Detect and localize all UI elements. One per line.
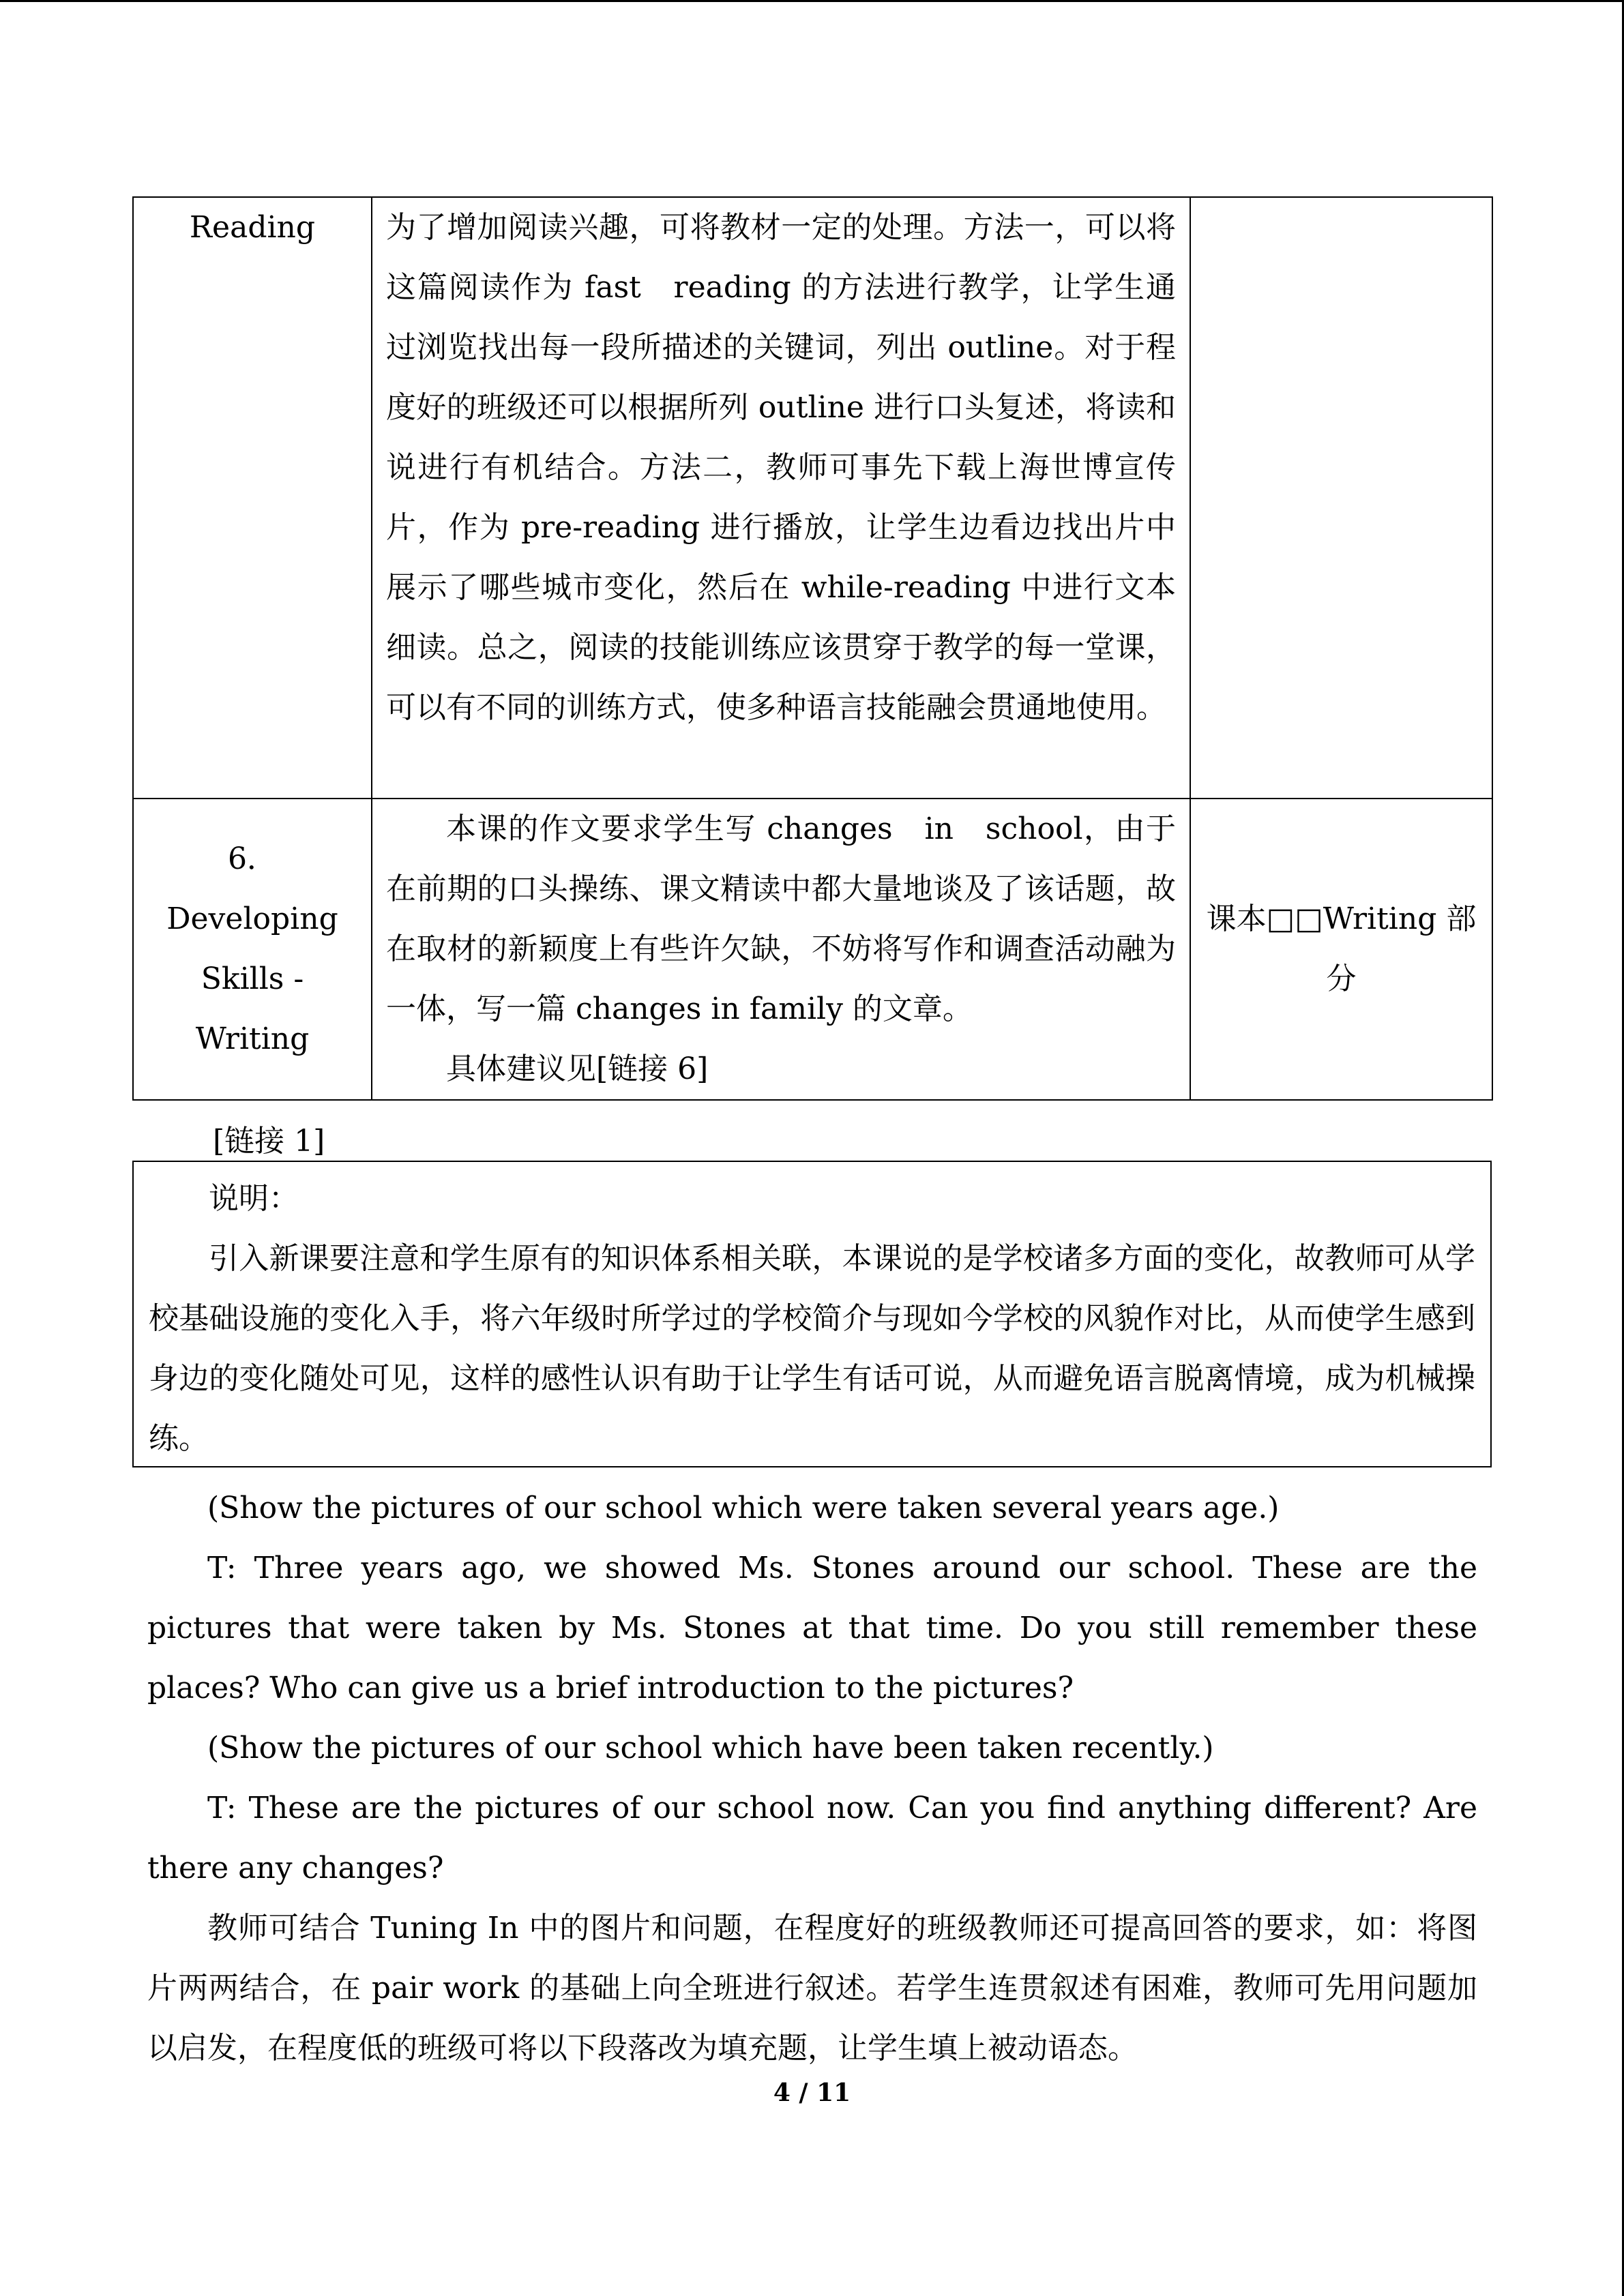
link-1-label: [链接 1]	[213, 1124, 325, 1159]
body-paragraph-5: 教师可结合 Tuning In 中的图片和问题，在程度好的班级教师还可提高回答的要求，如：将图片两两结合，在 pair work 的基础上向全班进行叙述。若学生连贯叙述有困难，教师可先用问题加以启发，在程度低的班级可将以下段落改为填充题，让学生填上被动语态。	[147, 1911, 1477, 2066]
page-number: 4 / 11	[773, 2078, 851, 2107]
body-paragraph-4: T: These are the pictures of our school now. Can you find anything different? Are there any changes?	[147, 1791, 1477, 1885]
writing-resource: 课本□□Writing 部分	[1190, 799, 1492, 1100]
writing-link-ref: 具体建议见[链接 6]	[446, 1052, 709, 1086]
reading-resource	[1190, 197, 1492, 799]
body-paragraph-3: (Show the pictures of our school which have been taken recently.)	[207, 1731, 1214, 1765]
explanation-box	[132, 1161, 1492, 1467]
writing-suggestion-cell	[372, 799, 1190, 1100]
row-label-writing: 6．Developing Skills - Writing	[133, 799, 372, 1100]
body-paragraph-1: (Show the pictures of our school which were taken several years age.)	[207, 1491, 1280, 1525]
table-row	[133, 197, 1492, 799]
page-top-border	[0, 0, 1624, 2]
lesson-plan-table	[132, 196, 1493, 1101]
reading-suggestion-text: 为了增加阅读兴趣，可将教材一定的处理。方法一，可以将这篇阅读作为 fast reading 的方法进行教学，让学生通过浏览找出每一段所描述的关键词，列出 outline。对于程度好的班级还可以根据所列 outline 进行口头复述，将读和说进行有机结合。方法二，教师可事先下载上海世博宣传片，作为 pre-reading 进行播放，让学生边看边找出片中展示了哪些城市变化，然后在 while-reading 中进行文本细读。总之，阅读的技能训练应该贯穿于教学的每一堂课，可以有不同的训练方式，使多种语言技能融会贯通地使用。	[372, 197, 1190, 799]
writing-suggestion-text: 本课的作文要求学生写 changes in school，由于在前期的口头操练、课文精读中都大量地谈及了该话题，故在取材的新颖度上有些许欠缺，不妨将写作和调查活动融为一体，写一篇 changes in family 的文章。	[386, 811, 1176, 1026]
explanation-text: 引入新课要注意和学生原有的知识体系相关联，本课说的是学校诸多方面的变化，故教师可从学校基础设施的变化入手，将六年级时所学过的学校简介与现如今学校的风貌作对比，从而使学生感到身边的变化随处可见，这样的感性认识有助于让学生有话可说，从而避免语言脱离情境，成为机械操练。	[149, 1241, 1475, 1456]
table-row	[133, 799, 1492, 1100]
explanation-title: 说明：	[209, 1181, 299, 1216]
row-label-reading: Reading	[133, 197, 372, 799]
body-paragraph-2: T: Three years ago, we showed Ms. Stones around our school. These are the pictures that were taken by Ms. Stones at that time. Do you still remember these places? Who can give us a brief introduction to the pictures?	[147, 1551, 1477, 1705]
